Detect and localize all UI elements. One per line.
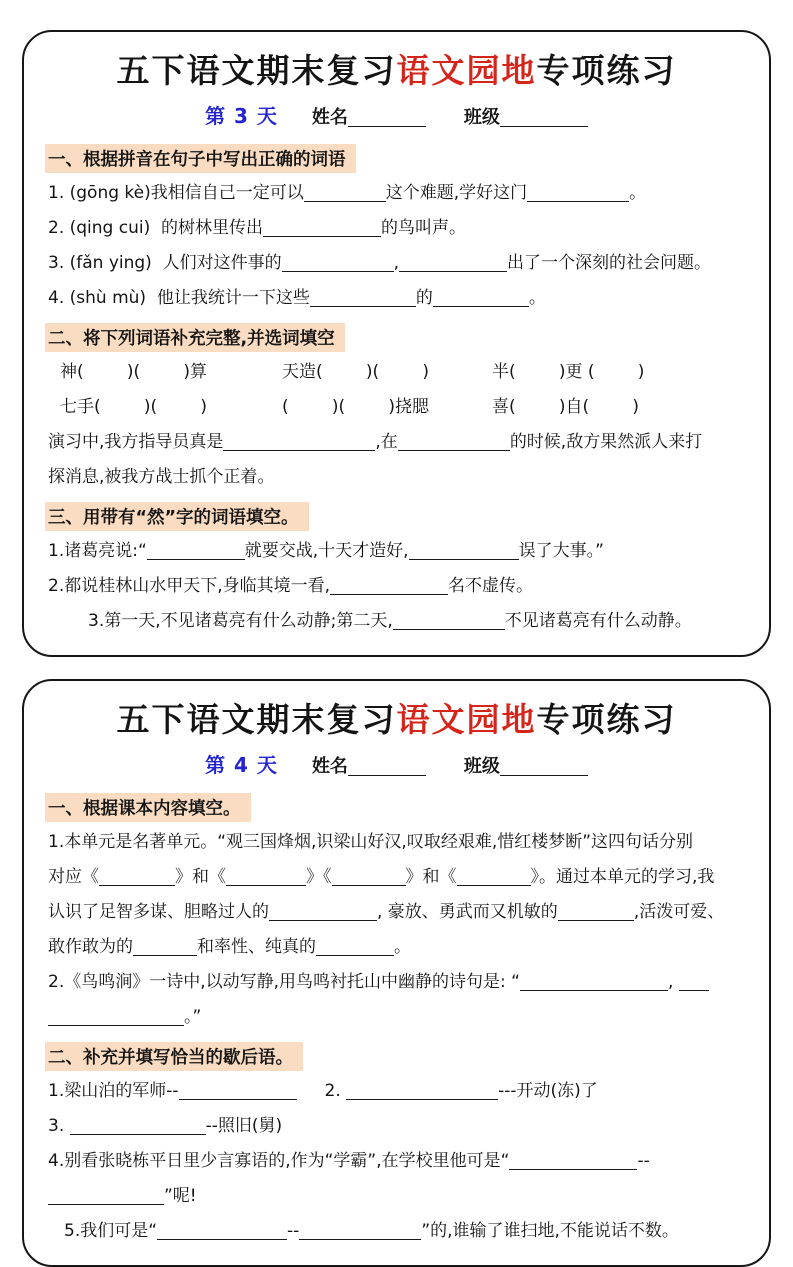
- text-run: 认识了足智多谋、胆略过人的: [48, 902, 269, 923]
- text-run: 2.《鸟鸣涧》一诗中,以动写静,用鸟鸣衬托山中幽静的诗句是: “: [48, 972, 520, 993]
- section-heading: 二、补充并填写恰当的歇后语。: [45, 1042, 303, 1071]
- fill-blank: [299, 1223, 421, 1240]
- text-run: 和率性、纯真的: [197, 937, 316, 958]
- text-run: 出了一个深刻的社会问题。: [507, 253, 712, 273]
- worksheet-card-day3: [22, 30, 771, 657]
- title-highlight: 语文园地: [396, 51, 537, 90]
- question-line: [48, 569, 745, 604]
- text-run: 1.本单元是名著单元。“观三国烽烟,识梁山好汉,叹取经艰难,惜红楼梦断”这四句话分别: [48, 832, 694, 853]
- text-run: ,: [393, 253, 400, 273]
- fill-blank: [179, 1083, 297, 1100]
- fill-blank: [48, 1009, 184, 1026]
- spacer: [426, 122, 464, 123]
- text-run: 。: [394, 937, 411, 958]
- question-line: [48, 825, 745, 860]
- text-run: 4.别看张晓栋平日里少言寡语的,作为“学霸”,在学校里他可是“: [48, 1151, 510, 1172]
- question-line: [48, 860, 745, 895]
- text-run: 》和《: [175, 867, 226, 888]
- text-run: 。”: [184, 1007, 202, 1028]
- text-run: 姓名: [311, 756, 348, 778]
- text-run: 的鸟叫声。: [381, 217, 467, 238]
- text-run: 》。通过本单元的学习,我: [530, 867, 715, 888]
- fill-blank: [310, 290, 416, 307]
- text-run: 这个难题,学好这门: [385, 182, 528, 203]
- fill-blank: [527, 185, 629, 202]
- name-class-fields: [312, 748, 588, 785]
- fill-blank: [133, 939, 197, 956]
- text-run: 。: [629, 182, 647, 203]
- text-run: 敢作敢为的: [48, 937, 133, 958]
- fill-blank: [457, 869, 531, 886]
- fill-blank: [393, 613, 505, 630]
- text-run: , 豪放、勇武而又机敏的: [377, 902, 558, 923]
- question-line: [48, 604, 745, 639]
- question-line: [48, 895, 745, 930]
- text-run: ,在: [375, 432, 398, 453]
- section-heading: 一、根据拼音在句子中写出正确的词语: [45, 144, 356, 173]
- question-line: [48, 1214, 745, 1249]
- title-highlight: 语文园地: [396, 700, 537, 740]
- text-run: 班级: [463, 106, 500, 128]
- text-run: 1. (gōng kè)我相信自己一定可以: [48, 182, 304, 203]
- text-run: 》和《: [405, 867, 457, 888]
- fill-blank: [223, 434, 375, 451]
- fill-blank: [348, 758, 426, 776]
- fill-blank: [70, 1118, 206, 1135]
- text-run: 3.: [48, 1116, 70, 1137]
- word-column: 天造( )( ): [282, 362, 429, 383]
- fill-blank: [147, 543, 245, 560]
- word-column: ( )( )挠腮: [282, 397, 429, 418]
- text-run: 班级: [463, 756, 500, 778]
- text-run: 2.都说桂林山水甲天下,身临其境一看,: [48, 576, 331, 597]
- text-run: 对应《: [48, 867, 99, 888]
- fill-blank: [282, 255, 394, 272]
- section-heading: 一、根据课本内容填空。: [45, 793, 251, 822]
- question-line: [48, 281, 745, 316]
- text-run: 的: [415, 288, 433, 309]
- text-run: 误了大事。”: [518, 541, 604, 562]
- text-run: 4. (shù mù) 他让我统计一下这些: [48, 288, 310, 309]
- fill-blank: [500, 109, 588, 127]
- word-row: [48, 355, 745, 390]
- text-run: 3.第一天,不见诸葛亮有什么动静;第二天,: [88, 611, 393, 632]
- fill-blank: [346, 1083, 498, 1100]
- text-run: 。: [528, 288, 546, 309]
- fill-blank: [304, 185, 386, 202]
- worksheet-card-day4: [22, 679, 771, 1267]
- fill-blank: [99, 869, 175, 886]
- fill-blank: [226, 869, 306, 886]
- text-run: 演习中,我方指导员真是: [48, 432, 224, 453]
- fill-blank: [520, 974, 668, 991]
- fill-blank: [263, 220, 381, 237]
- word-column: 喜( )自( ): [492, 397, 639, 418]
- question-line: [48, 1144, 745, 1179]
- text-run: 》《: [306, 867, 332, 888]
- worksheet-title: [48, 50, 745, 93]
- text-run: 的时候,敌方果然派人来打: [509, 432, 703, 453]
- text-run: ---开动(冻)了: [498, 1081, 598, 1102]
- text-run: --照旧(舅): [205, 1116, 283, 1137]
- subheader: [48, 99, 745, 136]
- text-run: 2.: [324, 1081, 347, 1102]
- fill-blank: [409, 543, 519, 560]
- text-run: 1.诸葛亮说:“: [48, 541, 147, 562]
- question-line: [48, 425, 745, 460]
- question-line: [48, 1074, 745, 1109]
- text-run: 3. (fǎn ying) 人们对这件事的: [48, 253, 282, 273]
- question-line: [48, 534, 745, 569]
- word-column: 半( )更 ( ): [492, 362, 645, 383]
- question-line: [48, 460, 745, 495]
- name-class-fields: [312, 99, 588, 136]
- text-run: 就要交战,十天才造好,: [244, 541, 409, 562]
- text-run: ”呢!: [164, 1186, 197, 1207]
- spacer: [297, 1095, 325, 1096]
- question-line: [48, 965, 745, 1000]
- text-run: --: [287, 1221, 300, 1242]
- title-pre: 五下语文期末复习: [116, 700, 397, 740]
- text-run: ,: [667, 972, 679, 993]
- title-post: 专项练习: [536, 700, 677, 740]
- text-run: 5.我们可是“: [64, 1221, 158, 1242]
- text-run: 不见诸葛亮有什么动静。: [504, 611, 692, 632]
- text-run: 名不虚传。: [448, 576, 534, 597]
- title-post: 专项练习: [536, 51, 677, 90]
- subheader: [48, 748, 745, 785]
- fill-blank: [332, 869, 406, 886]
- text-run: ,活泼可爱、: [633, 902, 725, 923]
- fill-blank: [316, 939, 394, 956]
- section-heading: 二、将下列词语补充完整,并选词填空: [45, 323, 345, 352]
- word-column: 神( )( )算: [60, 362, 207, 383]
- fill-blank: [558, 904, 634, 921]
- text-run: 姓名: [311, 106, 348, 128]
- fill-blank: [509, 1153, 637, 1170]
- day-label: 第 3 天: [205, 103, 278, 128]
- text-run: 探消息,被我方战士抓个正着。: [48, 467, 275, 488]
- question-line: [48, 1109, 745, 1144]
- text-run: 1.梁山泊的军师--: [48, 1081, 179, 1102]
- question-line: [48, 1000, 745, 1035]
- question-line: [48, 176, 745, 211]
- title-pre: 五下语文期末复习: [116, 51, 397, 90]
- fill-blank: [399, 255, 507, 272]
- question-line: [48, 1179, 745, 1214]
- section-heading: 三、用带有“然”字的词语填空。: [45, 502, 309, 531]
- fill-blank: [157, 1223, 287, 1240]
- text-run: --: [637, 1151, 650, 1172]
- worksheet-title: [48, 699, 745, 742]
- fill-blank: [679, 974, 709, 991]
- spacer: [48, 625, 88, 626]
- word-column: 七手( )( ): [60, 397, 207, 418]
- text-run: ”的,谁输了谁扫地,不能说话不数。: [421, 1221, 679, 1242]
- fill-blank: [433, 290, 529, 307]
- fill-blank: [330, 578, 448, 595]
- spacer: [426, 771, 464, 772]
- fill-blank: [398, 434, 510, 451]
- question-line: [48, 930, 745, 965]
- question-line: [48, 246, 745, 281]
- text-run: 2. (qing cui) 的树林里传出: [48, 217, 264, 238]
- day-label: 第 4 天: [205, 753, 278, 778]
- spacer: [48, 1235, 64, 1236]
- word-row: [48, 390, 745, 425]
- fill-blank: [348, 109, 426, 127]
- question-line: [48, 211, 745, 246]
- fill-blank: [48, 1188, 164, 1205]
- fill-blank: [269, 904, 377, 921]
- fill-blank: [500, 758, 588, 776]
